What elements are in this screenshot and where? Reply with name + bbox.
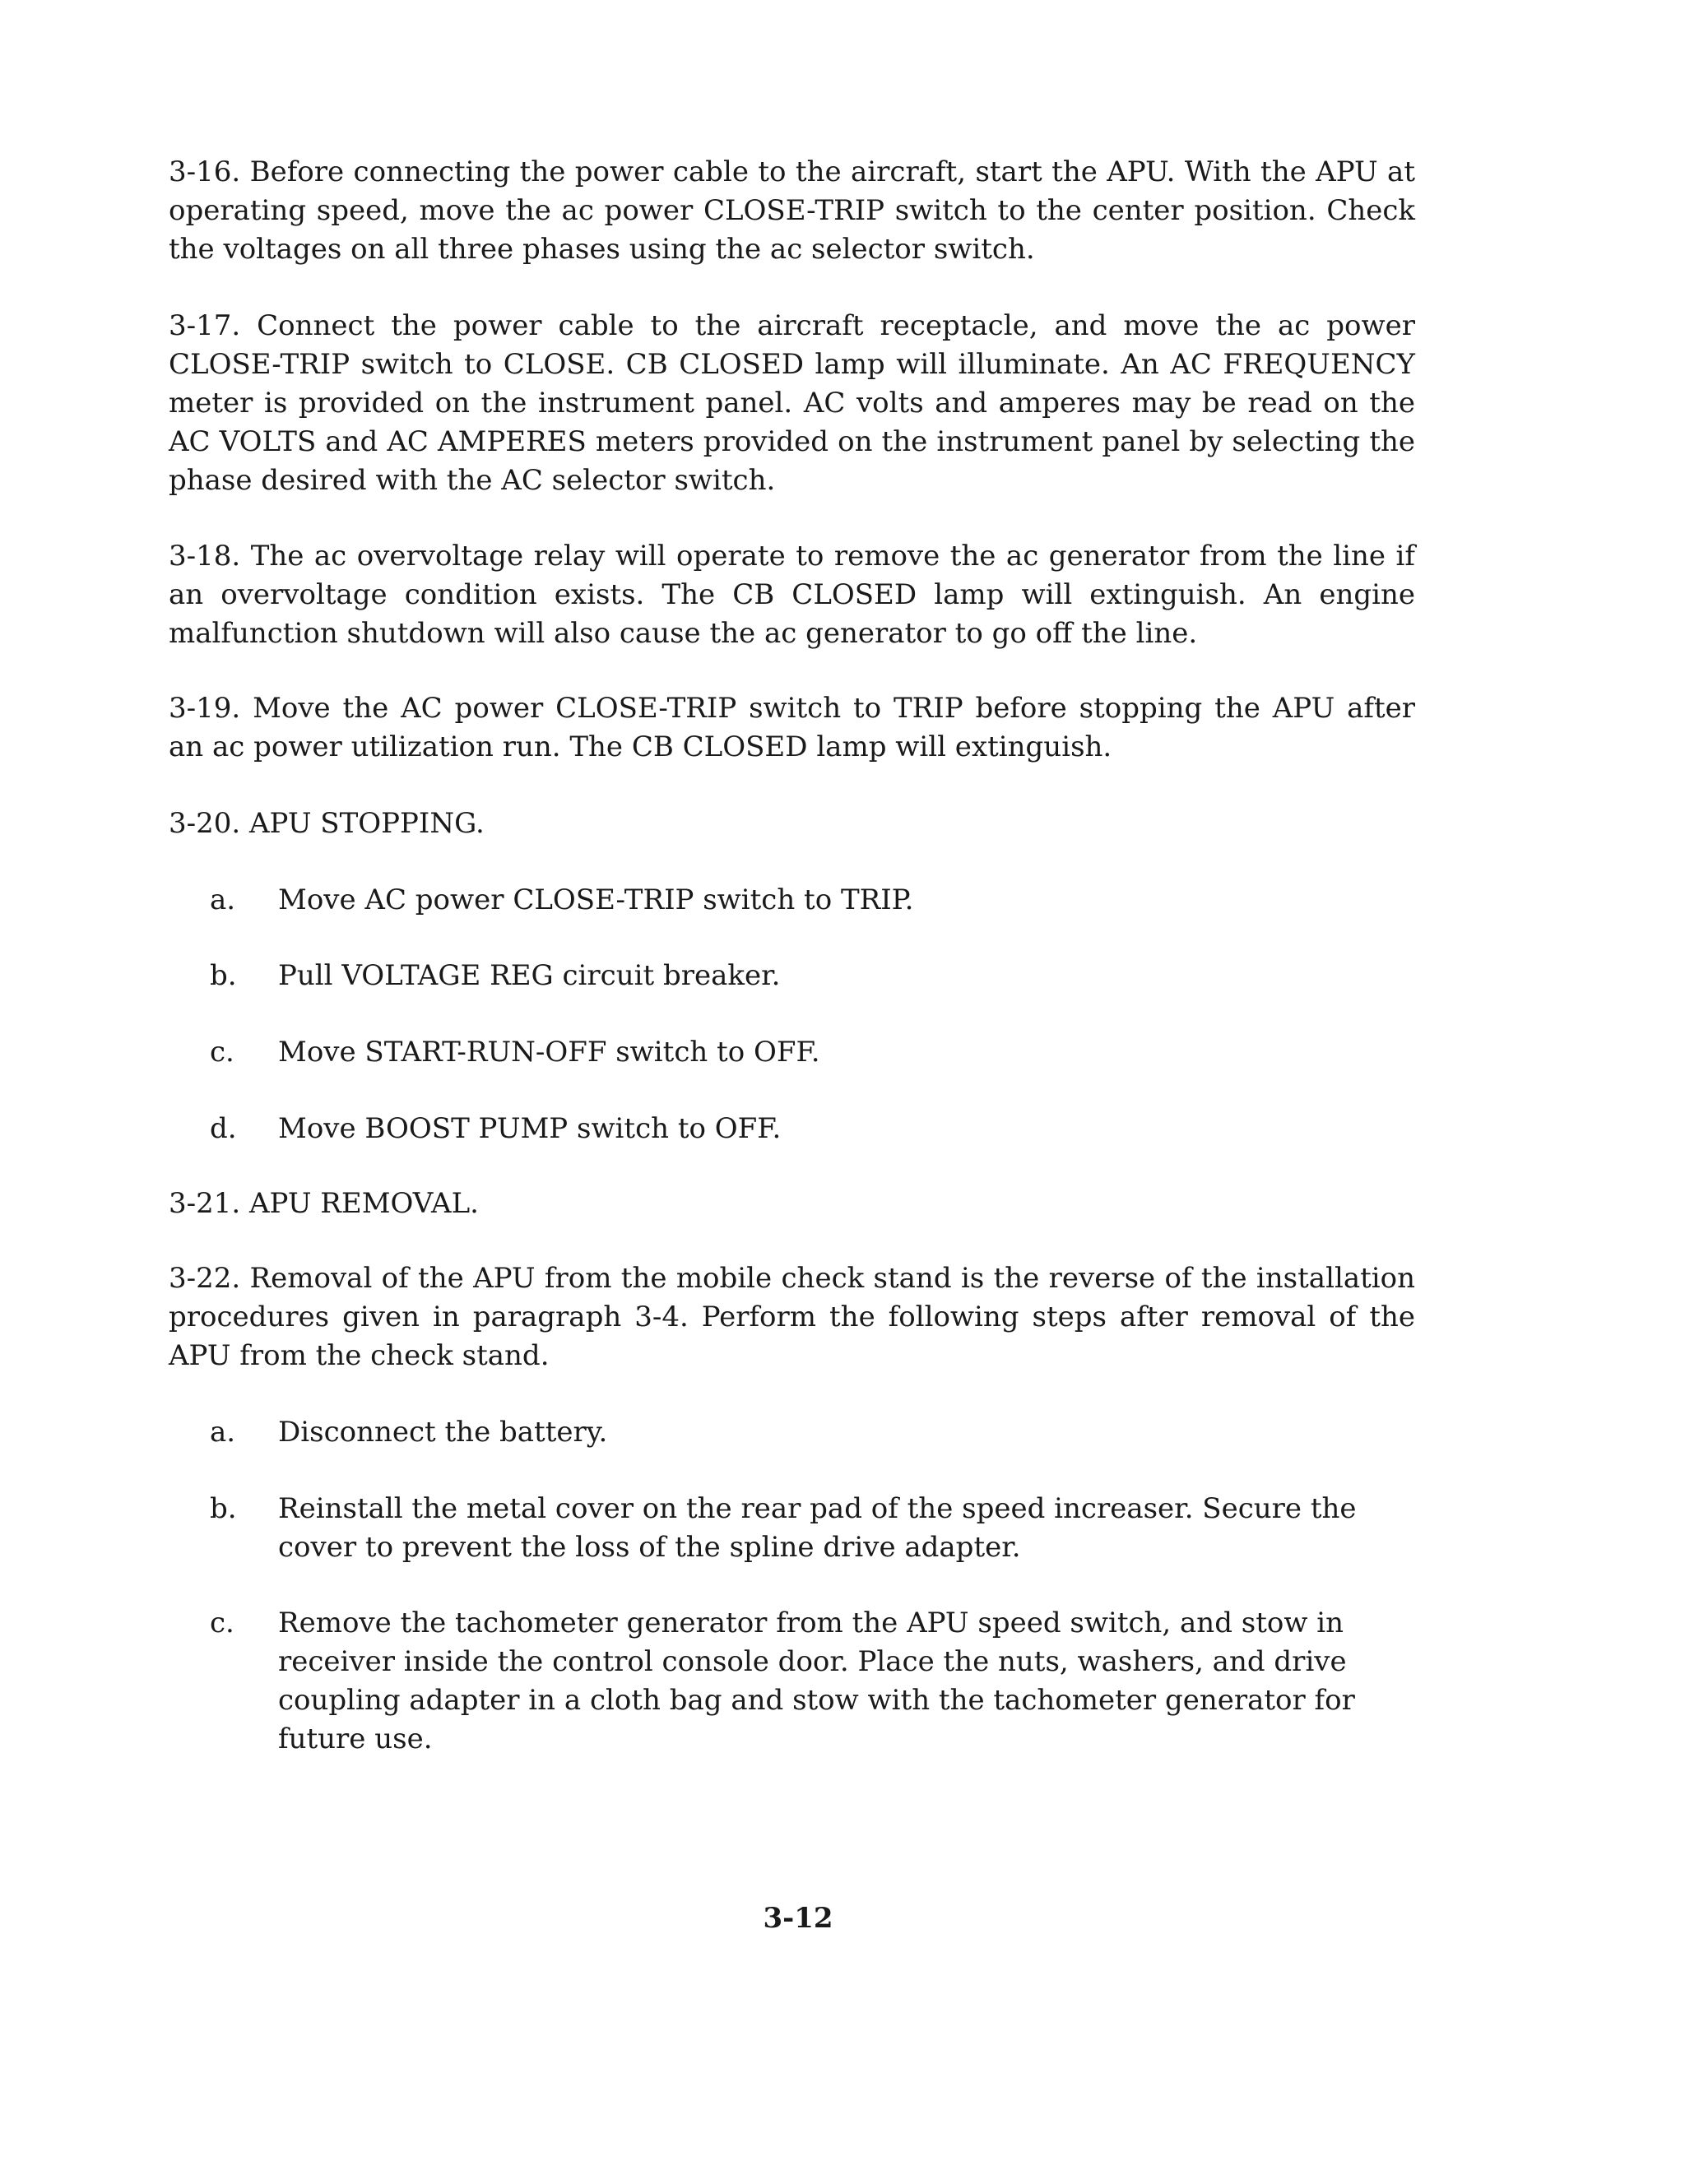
page-number: 3-12 [763,1902,833,1935]
step-letter: a. [210,883,236,916]
step-text: Disconnect the battery. [278,1416,608,1449]
paragraph-3-18: 3-18. The ac overvoltage relay will operate to remove the ac generator from the line if an overvoltage condition exists. The CB CLOSED lamp will extinguish. An engine malfunction shutdown will also cause the ac generator to go off the line. [169,540,1415,650]
step-letter: b. [210,959,237,992]
stopping-step-a [210,881,1407,920]
step-text: Reinstall the metal cover on the rear pad of the speed increaser. Secure the cover to prevent the loss of the spline drive adapter. [278,1492,1357,1564]
step-text: Move START-RUN-OFF switch to OFF. [278,1036,820,1069]
stopping-step-d [210,1110,1407,1148]
stopping-step-c [210,1033,1407,1072]
stopping-step-b [210,957,1407,995]
step-text: Move AC power CLOSE-TRIP switch to TRIP. [278,883,914,916]
paragraph-3-16: 3-16. Before connecting the power cable to the aircraft, start the APU. With the APU at operating speed, move the ac power CLOSE-TRIP switch to the center position. Check the voltages on all three phases using the ac selector switch. [169,155,1415,266]
paragraph-3-19: 3-19. Move the AC power CLOSE-TRIP switch to TRIP before stopping the APU after an ac power utilization run. The CB CLOSED lamp will extinguish. [169,692,1415,763]
paragraph-3-17: 3-17. Connect the power cable to the aircraft receptacle, and move the ac power CLOSE-TRIP switch to CLOSE. CB CLOSED lamp will illuminate. An AC FREQUENCY meter is provided on the instrument panel. AC volts and amperes may be read on the AC VOLTS and AC AMPERES meters provided on the instrument panel by selecting the phase desired with the AC selector switch. [169,309,1415,497]
step-letter: b. [210,1492,237,1525]
step-letter: a. [210,1416,236,1449]
step-text: Remove the tachometer generator from the APU speed switch, and stow in receiver inside the control console door. Place the nuts, washers, and drive coupling adapter in a cloth bag and stow with the tachometer generator for future use. [278,1607,1355,1755]
removal-step-c [210,1604,1407,1759]
step-letter: d. [210,1112,237,1145]
heading-apu-removal: 3-21. APU REMOVAL. [169,1187,479,1220]
heading-apu-stopping: 3-20. APU STOPPING. [169,807,485,840]
paragraph-3-22: 3-22. Removal of the APU from the mobile check stand is the reverse of the installation procedures given in paragraph 3-4. Perform the following steps after removal of the APU from the check stand. [169,1262,1415,1372]
removal-step-a [210,1413,1407,1452]
step-text: Move BOOST PUMP switch to OFF. [278,1112,782,1145]
step-letter: c. [210,1036,234,1069]
step-text: Pull VOLTAGE REG circuit breaker. [278,959,781,992]
step-letter: c. [210,1607,234,1639]
removal-step-b [210,1490,1407,1567]
